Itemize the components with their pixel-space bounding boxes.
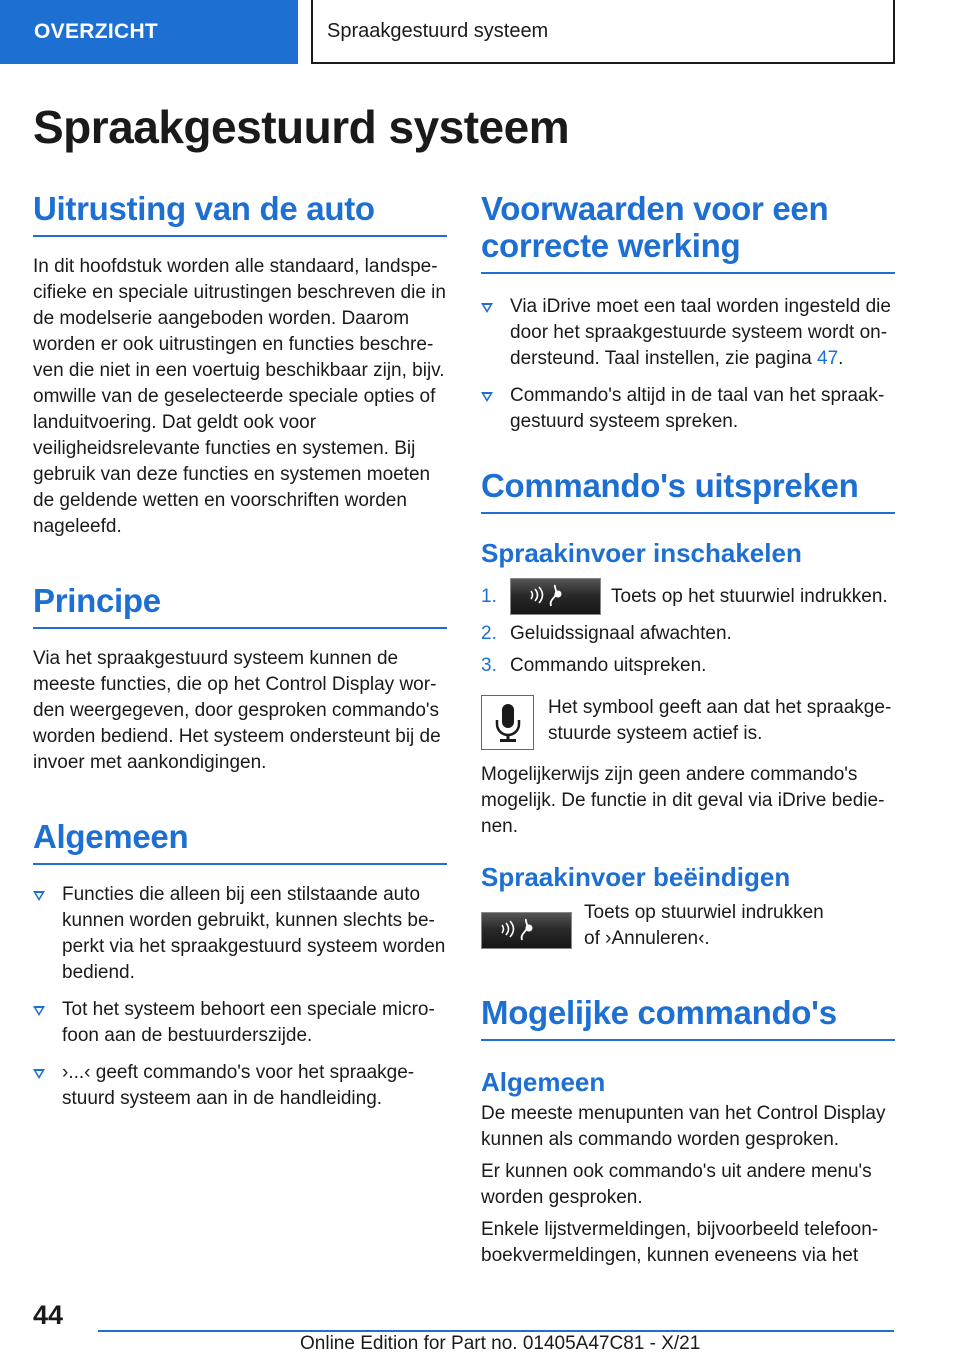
heading-end-voice: Spraakinvoer beëindigen (481, 862, 791, 893)
header-section-tab: OVERZICHT (0, 0, 298, 64)
triangle-bullet-icon (33, 1069, 45, 1079)
possible-para-3: Enkele lijstvermeldingen, bijvoorbeeld telefoonboekvermeldingen, kunnen eveneens via het (481, 1219, 879, 1267)
microphone-icon (481, 695, 534, 750)
symbol-note (481, 695, 895, 750)
heading-principle: Principe (33, 582, 447, 629)
list-item: Functies die alleen bij een stilstaande auto kunnen worden gebruikt, kunnen slechts beperkt via het spraakgestuurd systeem worden bediend. (33, 882, 447, 986)
requirements-list (481, 294, 895, 435)
list-item: ›...‹ geeft commando's voor het spraakgestuurd systeem aan in de handleiding. (33, 1060, 447, 1112)
heading-equipment: Uitrusting van de auto (33, 190, 447, 237)
heading-general: Algemeen (33, 818, 447, 865)
heading-possible-commands: Mogelijke commando's (481, 994, 895, 1041)
possibly-text: Mogelijkerwijs zijn geen andere commando's mogelijk. De functie in dit geval via iDrive bedienen. (481, 764, 885, 838)
possible-para-2: Er kunnen ook commando's uit andere menu's worden gesproken. (481, 1161, 872, 1209)
end-voice-row (481, 900, 895, 952)
right-column (481, 190, 895, 1269)
steps-list (481, 578, 895, 679)
page-number: 44 (33, 1300, 64, 1330)
left-column (33, 190, 447, 1123)
footer-edition: Online Edition for Part no. 01405A47C81 - X/21 (300, 1333, 701, 1354)
list-item: Tot het systeem behoort een speciale microfoon aan de bestuurderszijde. (33, 997, 447, 1049)
list-item: Via iDrive moet een taal worden ingesteld die door het spraakgestuurde systeem wordt ondersteund. Taal instellen, zie pagina 47. (481, 294, 895, 372)
voice-button-icon (510, 578, 601, 615)
heading-possible-general: Algemeen (481, 1067, 606, 1098)
voice-button-icon (481, 912, 572, 949)
heading-requirements: Voorwaarden voor een correcte werking (481, 190, 895, 274)
principle-text: Via het spraakgestuurd systeem kunnen de meeste functies, die op het Control Display worden weergegeven, door gesproken commando's worden bediend. Het systeem ondersteunt bij de invoer met aankondigingen. (33, 648, 441, 773)
triangle-bullet-icon (33, 1006, 45, 1016)
symbol-note-text: Het symbool geeft aan dat het spraakgestuurde systeem actief is. (548, 697, 892, 745)
end-voice-text: Toets op stuurwiel indrukken of ›Annuleren‹. (584, 902, 824, 950)
equipment-text: In dit hoofdstuk worden alle standaard, landspecifieke en speciale uitrustingen beschreven die in de modelserie aangeboden worden. Daarom worden er ook uitrustingen en functies beschreven die niet in een voertuig beschikbaar zijn, bijv. omwille van de geselecteerde speciale opties of landuitvoering. Dat geldt ook voor veiligheidsrelevante functies en systemen. Bij gebruik van deze functies en systemen moeten de geldende wetten en voorschriften worden nageleefd. (33, 256, 446, 537)
heading-activate-voice: Spraakinvoer inschakelen (481, 538, 802, 568)
triangle-bullet-icon (481, 392, 493, 402)
possible-para-1: De meeste menupunten van het Control Display kunnen als commando worden gesproken. (481, 1103, 886, 1151)
list-item: Commando's altijd in de taal van het spraakgestuurd systeem spreken. (481, 383, 895, 435)
triangle-bullet-icon (481, 303, 493, 313)
heading-speak-commands: Commando's uitspreken (481, 467, 895, 514)
general-list (33, 882, 447, 1112)
page-link[interactable]: 47 (817, 348, 839, 369)
list-item: 2. Geluidssignaal afwachten. (481, 623, 732, 645)
footer-divider (98, 1330, 894, 1332)
list-item: 3. Commando uitspreken. (481, 655, 707, 677)
page-title: Spraakgestuurd systeem (33, 101, 570, 153)
triangle-bullet-icon (33, 891, 45, 901)
header-topic: Spraakgestuurd systeem (311, 0, 895, 64)
list-item: 1. Toets op het stuurwiel indrukken. (481, 578, 895, 615)
